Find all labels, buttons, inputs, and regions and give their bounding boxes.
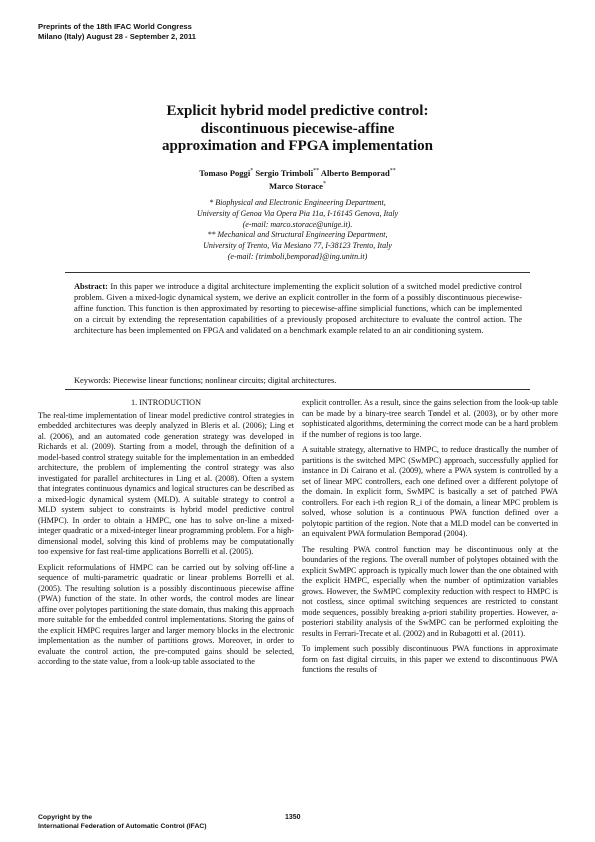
abstract-label: Abstract: (74, 282, 108, 291)
paragraph: The resulting PWA control function may be discontinuous only at the boundaries of the regions. The overall number of polytopes obtained with the explicit SwMPC approach is typically much lower than the one obtained with the explicit HMPC, especially when the number of optimization variables grows. However, the SwMPC complexity reduction with respect to HMPC is not costless, since optimal switching sequences are restricted to constant mode sequences, possibly breaking a-priori stability properties. However, a-posteriori stability analysis of the SwMPC can be performed exploiting the results in Ferrari-Trecate et al. (2002) and in Rubagotti et al. (2011). (302, 544, 558, 638)
author-list (60, 166, 535, 192)
abstract-bottom-rule (65, 389, 530, 390)
author-name: Tomaso Poggi (199, 167, 251, 178)
conference-line-2: Milano (Italy) August 28 - September 2, 2011 (38, 31, 196, 41)
paragraph: The real-time implementation of linear model predictive control strategies in embedded architectures was deeply analyzed in Bleris et al. (2006); Ling et al. (2006), and an automated code generation strategy was developed in Richards et al. (2009). Starting from a model, through the definition of a model-based control strategy suitable for the implementation in an embedded architecture, the problem of implementing the control strategy was also investigated for parallel architectures in Ling et al. (2008). Often a system that integrates continuous dynamics and logical structures can be described as a mixed-logic dynamical system (MLD). A suitable strategy to control a MLD system subject to constraints is hybrid model predictive control (HMPC). In order to obtain a HMPC, one has to solve on-line a mixed-integer quadratic or a mixed-integer linear programming problem. For a high-dimensional model, solving this kind of problems may be computationally too expensive for fast real-time applications Borrelli et al. (2005). (38, 410, 294, 556)
affiliation-email: (e-mail: marco.storace@unige.it). (242, 219, 353, 229)
author-mark: ** (313, 168, 320, 174)
author-mark: * (323, 180, 326, 187)
paragraph: Explicit reformulations of HMPC can be carried out by solving off-line a sequence of multi-parametric quadratic or linear problems Borrelli et al. (2005). The resulting solution is a possibly discontinuous piecewise affine (PWA) function of the state. In other words, the control modes are linear affine over polytopes partitioning the state domain, thus making this approach more suitable for the embedded control implementations. Storing the gains of the explicit HMPC requires larger and larger memory blocks in the electronic implementation as the number of partitions grows. Moreover, in order to evaluate the control action, the pre-computed gains should be selected, according to the state value, from a look-up table associated to the (38, 562, 294, 666)
right-column (302, 398, 558, 681)
affiliation-line: ** Mechanical and Structural Engineering Department, (207, 230, 388, 240)
paragraph: To implement such possibly discontinuous PWA functions in approximate form on fast digital circuits, in this paper we extend to discontinuous PWA functions the results of (302, 644, 558, 674)
affiliation-line: University of Trento, Via Mesiano 77, I-38123 Trento, Italy (203, 241, 392, 251)
title-line-2: discontinuous piecewise-affine (200, 120, 395, 137)
author-mark: ** (389, 168, 396, 174)
abstract (74, 282, 522, 337)
conference-header (38, 22, 196, 41)
affiliation-line: University of Genoa Via Opera Pia 11a, I-16145 Genova, Italy (196, 208, 399, 218)
left-column (38, 398, 294, 673)
affiliations (60, 198, 535, 263)
copyright-footer (38, 814, 207, 831)
abstract-text: In this paper we introduce a digital architecture implementing the explicit solution of a switched model predictive control problem. Given a mixed-logic dynamical system, we derive an explicit controller in the form of a possibly discontinuous piecewise-affine function. This function is then approximated by resorting to piecewise-affine simplicial functions, which can be implemented on a circuit by extending the representation capabilities of a previously proposed architecture to evaluate the control action. The architecture has been implemented on FPGA and validated on a benchmark example related to an air conditioning system. (74, 282, 523, 335)
title-line-3: approximation and FPGA implementation (162, 138, 433, 155)
affiliation-line: * Biophysical and Electronic Engineering Department, (209, 198, 386, 207)
copyright-line-1: Copyright by the (38, 814, 92, 821)
paragraph: explicit controller. As a result, since the gains selection from the look-up table can be made by a binary-tree search Tøndel et al. (2003), or by other more sophisticated algorithms, determining the correct mode can be a hard problem if the number of regions is too large. (302, 398, 558, 439)
paragraph: A suitable strategy, alternative to HMPC, to reduce drastically the number of partitions is the switched MPC (SwMPC) approach, successfully applied for instance in Di Cairano et al. (2009), where a PWA system is controlled by a set of linear MPC controllers, each one defined over a different polytope of the domain. In explicit form, SwMPC is basically a set of patched PWA controllers. For each i-th region R_i of the domain, a linear MPC problem is solved, whose solution is a continuous PWA function defined over a polytopic partition of the region. Note that a MLD model can be converted in an equivalent PWA formulation Bemporad (2004). (302, 445, 558, 538)
author-name: Marco Storace (268, 180, 323, 191)
author-mark: * (250, 168, 254, 174)
affiliation-trento (60, 230, 535, 262)
title-line-1: Explicit hybrid model predictive control: (166, 103, 429, 119)
section-title: 1. INTRODUCTION (130, 398, 202, 407)
abstract-top-rule (65, 272, 530, 273)
affiliation-genoa (60, 198, 535, 230)
conference-line-1: Preprints of the 18th IFAC World Congress (38, 22, 192, 31)
copyright-line-2: International Federation of Automatic Control (IFAC) (38, 822, 207, 830)
keywords: Keywords: Piecewise linear functions; nonlinear circuits; digital architectures. (74, 376, 337, 385)
author-name: Sergio Trimboli (255, 167, 314, 178)
paper-title (60, 103, 535, 156)
affiliation-email: (e-mail: {trimboli,bemporad}@ing.unitn.it) (227, 251, 368, 261)
page-number: 1350 (285, 814, 301, 821)
author-name: Alberto Bemporad (320, 167, 390, 178)
